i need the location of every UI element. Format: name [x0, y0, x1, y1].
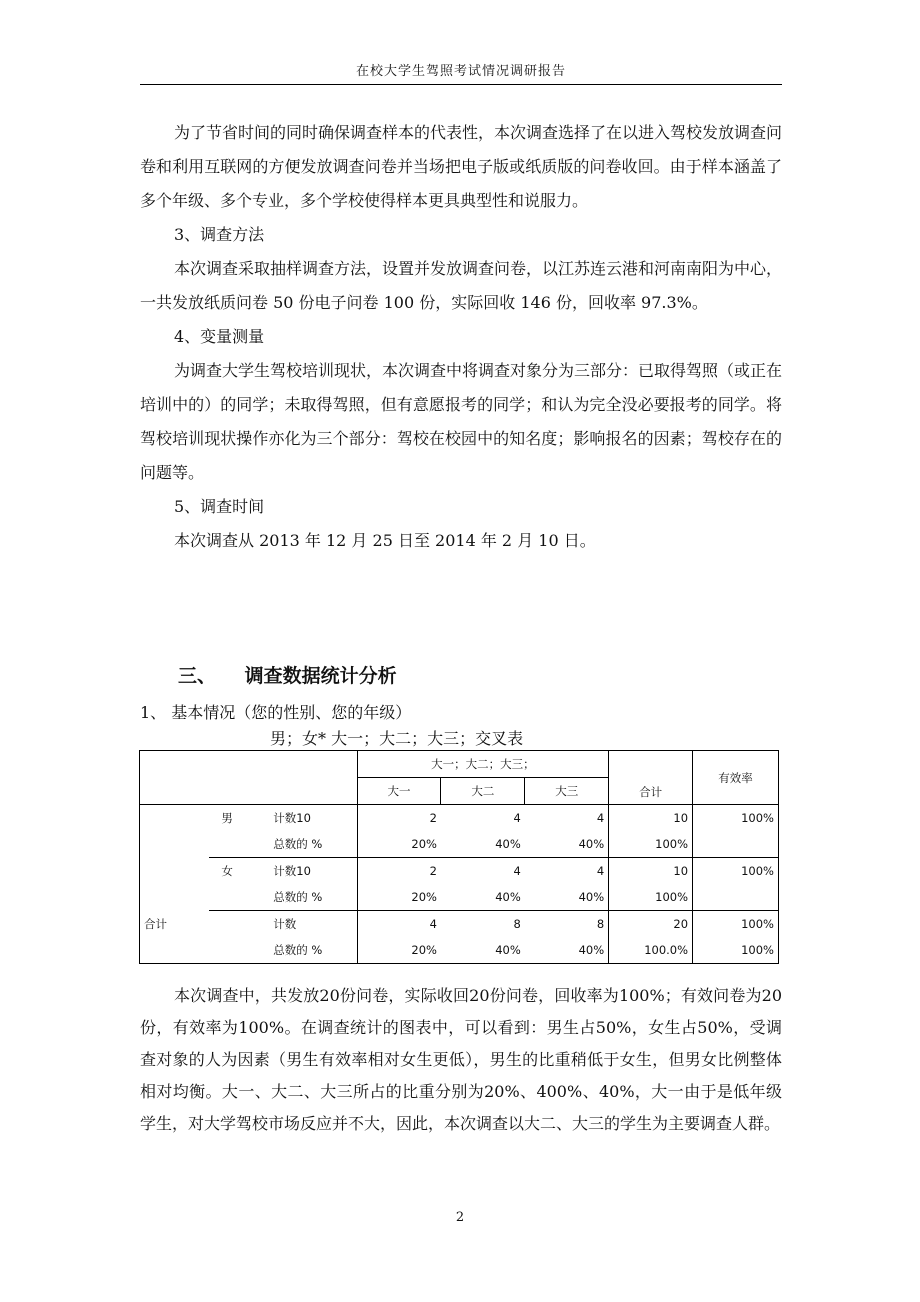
row-label-female: 女: [221, 864, 233, 878]
col-dasan: 大三: [525, 778, 609, 805]
count-label: 计数: [269, 911, 357, 938]
paragraph-sampling: 为了节省时间的同时确保调查样本的代表性，本次调查选择了在以进入驾校发放调查问卷和利用互联网的方便发放调查问卷并当场把电子版或纸质版的问卷收回。由于样本涵盖了多个年级、多个专业，多个学校使得样本更具典型性和说服力。: [140, 123, 783, 210]
total-col-header: 合计: [609, 751, 693, 805]
cell: 2: [429, 864, 437, 878]
cell: 10: [609, 805, 693, 832]
paragraph-time: 本次调查从 2013 年 12 月 25 日至 2014 年 2 月 10 日。: [174, 531, 596, 550]
heading-time: 5、调查时间: [174, 497, 265, 516]
cell: 40%: [495, 943, 521, 957]
cell: 4: [525, 858, 609, 885]
cell: 100%: [741, 917, 774, 931]
analysis-block: [140, 980, 782, 1140]
cell: 100%: [609, 831, 693, 858]
cell: 4: [513, 811, 521, 825]
heading-variables: 4、变量测量: [174, 327, 265, 346]
table-caption: 男；女* 大一；大二；大三；交叉表: [270, 729, 524, 748]
cell: 40%: [525, 884, 609, 911]
row-label-male: 男: [221, 811, 233, 825]
cell: 100%: [741, 943, 774, 957]
col-dayi: 大一: [357, 778, 441, 805]
section-heading: 调查数据统计分析: [244, 665, 397, 687]
col-daer: 大二: [441, 778, 525, 805]
cell: 40%: [525, 831, 609, 858]
cell: 10: [609, 858, 693, 885]
cell: 20%: [357, 831, 441, 858]
row-label-total: 合计: [144, 916, 167, 931]
count-label: 计数10: [269, 858, 357, 885]
pct-label: 总数的 %: [269, 884, 357, 911]
paragraph-method: 本次调查采取抽样调查方法，设置并发放调查问卷，以江苏连云港和河南南阳为中心，一共发放纸质问卷 50 份电子问卷 100 份，实际回收 146 份，回收率 97.3%。: [140, 259, 783, 312]
pct-label: 总数的 %: [269, 831, 357, 858]
cell: 2: [429, 811, 437, 825]
paragraph-variables: 为调查大学生驾校培训现状，本次调查中将调查对象分为三部分：已取得驾照（或正在培训中的）的同学；未取得驾照，但有意愿报考的同学；和认为完全没必要报考的同学。将驾校培训现状操作亦化为三个部分：驾校在校园中的知名度；影响报名的因素；驾校存在的问题等。: [140, 361, 783, 482]
section-number: 三、: [178, 665, 217, 687]
cell: 100%: [609, 884, 693, 911]
cell: 40%: [441, 831, 525, 858]
analysis-paragraph: 本次调查中，共发放20份问卷，实际收回20份问卷，回收率为100%；有效问卷为20份，有效率为100%。在调查统计的图表中，可以看到：男生占50%，女生占50%，受调查对象的人为因素（男生有效率相对女生更低），男生的比重稍低于女生，但男女比例整体相对均衡。大一、大二、大三所占的比重分别为20%、400%、40%，大一由于是低年级学生，对大学驾校市场反应并不大，因此，本次调查以大二、大三的学生为主要调查人群。: [140, 986, 782, 1133]
header-rule: [140, 84, 782, 85]
cell: 4: [513, 864, 521, 878]
cell: 20: [609, 911, 693, 938]
cell: 8: [513, 917, 521, 931]
crosstab-table: [139, 750, 779, 964]
page-header: 在校大学生驾照考试情况调研报告: [355, 64, 566, 79]
cell: 20%: [357, 884, 441, 911]
cell: 100%: [741, 864, 774, 878]
body-text: [140, 116, 782, 558]
grade-group-header: 大一；大二；大三；: [357, 751, 609, 778]
cell: 100.0%: [609, 937, 693, 964]
cell: 4: [429, 917, 437, 931]
cell: 20%: [411, 943, 437, 957]
item-basic-info: 1、 基本情况（您的性别、您的年级）: [140, 703, 412, 722]
table-corner: [140, 751, 358, 805]
cell: 40%: [525, 937, 609, 964]
cell: 8: [525, 911, 609, 938]
pct-label: 总数的 %: [269, 937, 357, 964]
heading-method: 3、调查方法: [174, 225, 265, 244]
gender-group: [140, 805, 210, 911]
cell: 4: [525, 805, 609, 832]
count-label: 计数10: [269, 805, 357, 832]
cell: 40%: [441, 884, 525, 911]
page-number: 2: [455, 1210, 465, 1225]
section-title: [178, 661, 397, 688]
valid-col-header: 有效率: [693, 751, 779, 805]
cell: 100%: [741, 811, 774, 825]
